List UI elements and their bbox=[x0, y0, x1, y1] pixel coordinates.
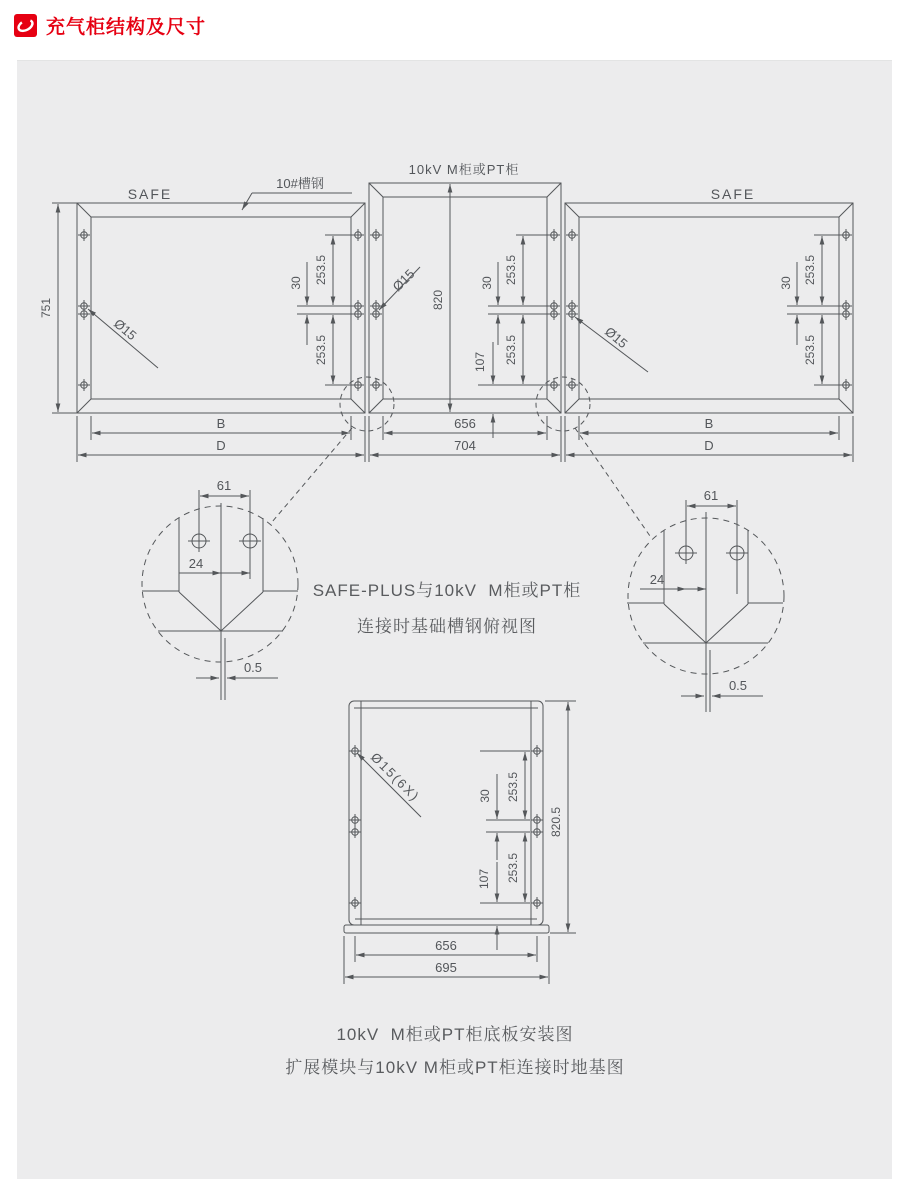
dim-820 bbox=[431, 184, 450, 412]
svg-text:30: 30 bbox=[480, 276, 494, 290]
svg-text:107: 107 bbox=[477, 868, 491, 890]
middle-frame bbox=[369, 183, 561, 413]
dim-24-right: 24 bbox=[649, 572, 665, 587]
dim-chain-base-plate bbox=[477, 751, 530, 950]
dim-656-base bbox=[355, 936, 537, 962]
svg-text:656: 656 bbox=[435, 938, 457, 953]
svg-text:253.5: 253.5 bbox=[803, 254, 817, 286]
safe-label-left: SAFE bbox=[127, 186, 173, 202]
svg-text:253.5: 253.5 bbox=[314, 254, 328, 286]
svg-text:30: 30 bbox=[289, 276, 303, 290]
base-caption-line2: 扩展模块与10kV M柜或PT柜连接时地基图 bbox=[285, 1058, 625, 1077]
middle-frame-title: 10kV M柜或PT柜 bbox=[408, 162, 520, 177]
dim-chain-left-frame bbox=[289, 235, 352, 385]
dim-chain-right-frame bbox=[779, 235, 840, 385]
channel-steel-callout bbox=[242, 176, 352, 210]
svg-text:30: 30 bbox=[779, 276, 793, 290]
safe-label-right: SAFE bbox=[710, 186, 756, 202]
page-title: 充气柜结构及尺寸 bbox=[46, 17, 207, 38]
dim-820-5 bbox=[545, 701, 576, 933]
svg-text:820.5: 820.5 bbox=[549, 806, 563, 838]
dim-0-5-right: 0.5 bbox=[728, 678, 748, 693]
dim-B-left bbox=[91, 416, 351, 440]
dim-24-left: 24 bbox=[188, 556, 204, 571]
svg-text:D: D bbox=[216, 438, 226, 453]
dim-B-right bbox=[579, 416, 839, 440]
safe-frame-right bbox=[565, 203, 853, 413]
dim-751 bbox=[39, 203, 77, 413]
svg-text:820: 820 bbox=[431, 289, 445, 311]
svg-text:Ø15: Ø15 bbox=[602, 323, 631, 352]
svg-text:B: B bbox=[704, 416, 714, 431]
svg-text:107: 107 bbox=[473, 351, 487, 373]
svg-text:253.5: 253.5 bbox=[504, 334, 518, 366]
svg-text:253.5: 253.5 bbox=[314, 334, 328, 366]
dim-chain-middle-frame bbox=[473, 235, 548, 438]
svg-text:656: 656 bbox=[454, 416, 476, 431]
svg-text:253.5: 253.5 bbox=[803, 334, 817, 366]
dim-61-left: 61 bbox=[216, 478, 232, 493]
phi15-callout-left bbox=[88, 309, 158, 368]
bolt-holes-assembly bbox=[78, 229, 852, 391]
dim-61-right: 61 bbox=[703, 488, 719, 503]
svg-text:253.5: 253.5 bbox=[504, 254, 518, 286]
dim-656-assembly bbox=[383, 416, 547, 440]
svg-text:253.5: 253.5 bbox=[506, 852, 520, 884]
dim-0-5-left: 0.5 bbox=[243, 660, 263, 675]
base-plate-drawing bbox=[344, 701, 576, 984]
detail-caption-line2: 连接时基础槽钢俯视图 bbox=[357, 617, 537, 636]
svg-text:Ø15: Ø15 bbox=[111, 315, 140, 344]
detail-caption-line1: SAFE-PLUS与10kV M柜或PT柜 bbox=[312, 581, 582, 600]
phi15-callout-middle bbox=[379, 266, 420, 310]
svg-text:D: D bbox=[704, 438, 714, 453]
svg-text:Ø15(6X): Ø15(6X) bbox=[367, 749, 424, 805]
svg-text:704: 704 bbox=[454, 438, 476, 453]
svg-text:Ø15: Ø15 bbox=[389, 266, 418, 295]
detail-view-left bbox=[142, 478, 298, 700]
svg-text:695: 695 bbox=[435, 960, 457, 975]
svg-text:30: 30 bbox=[478, 789, 492, 803]
safe-frame-left bbox=[77, 203, 365, 413]
phi15-callout-right bbox=[575, 317, 648, 372]
svg-text:10#槽钢: 10#槽钢 bbox=[276, 176, 324, 191]
detail-view-right bbox=[627, 488, 784, 712]
svg-text:253.5: 253.5 bbox=[506, 771, 520, 803]
junction-detail-markers bbox=[272, 377, 650, 536]
base-caption-line1: 10kV M柜或PT柜底板安装图 bbox=[336, 1025, 574, 1044]
svg-text:B: B bbox=[216, 416, 226, 431]
svg-text:751: 751 bbox=[39, 297, 53, 319]
phi15-6x-callout bbox=[357, 750, 423, 817]
